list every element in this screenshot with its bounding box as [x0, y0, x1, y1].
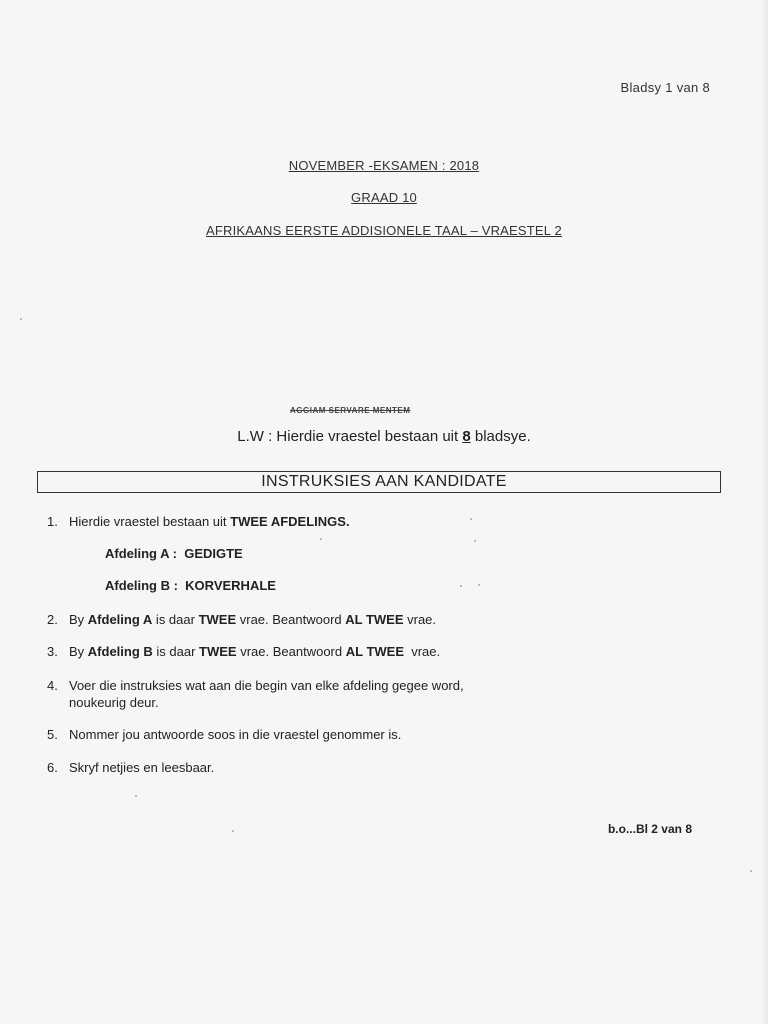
instruction-bold: Afdeling B [87, 644, 153, 659]
exam-title: NOVEMBER -EKSAMEN : 2018 [288, 158, 480, 173]
instruction-2 [47, 611, 436, 628]
scan-speck [470, 518, 472, 520]
instructions-heading: INSTRUKSIES AAN KANDIDATE [261, 473, 507, 490]
instruction-4-continued: noukeurig deur. [69, 695, 159, 710]
instruction-text: Hierdie vraestel bestaan uit [69, 514, 231, 529]
instruction-bold: AL TWEE [345, 612, 404, 627]
instruction-number: 2. [47, 612, 58, 627]
instruction-text: By [69, 644, 88, 659]
instruction-text: vrae. Beantwoord [236, 612, 346, 627]
instruction-text: is daar [152, 612, 199, 627]
section-a-label: Afdeling A : [105, 546, 177, 561]
page-count-notice [0, 428, 768, 445]
instruction-1 [47, 513, 350, 530]
instruction-text: Nommer jou antwoorde soos in die vraestel genommer is. [69, 727, 402, 742]
instruction-4 [47, 677, 464, 694]
scan-speck [20, 318, 22, 320]
school-motto-stamp: AGGIAM SERVARE MENTEM [290, 406, 411, 415]
instruction-text: is daar [152, 644, 200, 659]
instruction-bold: TWEE [199, 644, 237, 659]
notice-suffix: bladsye. [470, 428, 531, 445]
notice-prefix: L.W : Hierdie vraestel bestaan uit [237, 428, 463, 445]
instruction-text: By [69, 612, 88, 627]
instruction-number: 4. [47, 678, 58, 693]
scan-edge-shadow [760, 0, 768, 1024]
page-number: Bladsy 1 van 8 [620, 80, 710, 95]
instruction-number: 5. [47, 727, 58, 742]
scan-speck [135, 795, 137, 797]
instruction-5 [47, 726, 401, 743]
section-b-name: KORVERHALE [185, 578, 276, 593]
scan-speck [478, 584, 480, 586]
section-a-name: GEDIGTE [184, 546, 243, 561]
scan-speck [232, 830, 234, 832]
subject-title: AFRIKAANS EERSTE ADDISIONELE TAAL – VRAESTEL 2 [206, 223, 562, 238]
scan-speck [460, 585, 462, 587]
scan-speck [474, 540, 476, 542]
instruction-text: Voer die instruksies wat aan die begin van elke afdeling gegee word, [69, 678, 464, 693]
grade-title: GRAAD 10 [351, 190, 417, 205]
instruction-bold: TWEE [198, 612, 237, 627]
instruction-number: 6. [47, 760, 58, 775]
instruction-bold: Afdeling A [87, 612, 153, 627]
instruction-text: vrae. [403, 612, 437, 627]
instruction-text: vrae. [404, 644, 441, 659]
instruction-text: vrae. Beantwoord [236, 644, 346, 659]
section-b [105, 578, 276, 593]
instruction-bold: AL TWEE [345, 644, 404, 659]
section-b-label: Afdeling B : [105, 578, 178, 593]
instruction-number: 3. [47, 644, 58, 659]
instruction-number: 1. [47, 514, 58, 529]
instruction-6 [47, 759, 214, 776]
instruction-text: Skryf netjies en leesbaar. [69, 760, 215, 775]
notice-count: 8 [462, 428, 471, 445]
section-a [105, 546, 243, 561]
instruction-bold: TWEE AFDELINGS. [230, 514, 350, 529]
page-turn-note: b.o...Bl 2 van 8 [607, 822, 692, 836]
instruction-3 [47, 643, 440, 660]
scan-speck [320, 538, 322, 540]
scan-speck [750, 870, 752, 872]
